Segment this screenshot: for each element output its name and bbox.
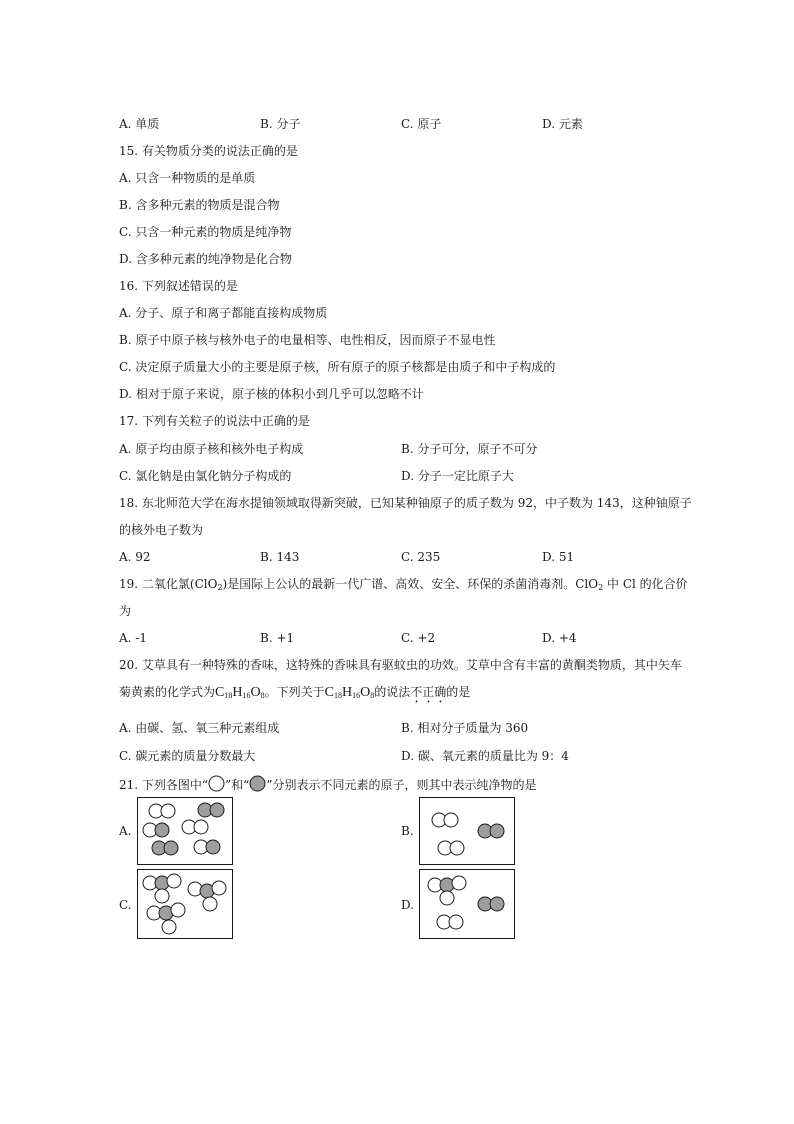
white-atom: [171, 903, 185, 917]
q20-stem-line2: 菊黄素的化学式为$C_{18}H_{16}O_8$。下列关于$C_{18}H_{16}O_8$的说法不正确的是: [119, 685, 471, 700]
grey-atom-icon: [249, 775, 266, 792]
q18-option-b: B. 143: [260, 550, 300, 564]
q19-option-b: B. +1: [260, 631, 295, 645]
q20-stem-line1: 20. 艾草具有一种特殊的香味，这特殊的香味具有驱蚊虫的功效。艾草中含有丰富的黄酮类物质，其中矢车: [119, 658, 682, 672]
panel-d-label: D.: [401, 898, 415, 912]
panel-c-diagram: [137, 869, 233, 939]
white-atom: [194, 820, 208, 834]
panel-a-diagram: [137, 797, 233, 865]
q18-stem-line1: 18. 东北师范大学在海水提铀领域取得新突破，已知某种铀原子的质子数为 92，中子数为 143，这种铀原子: [119, 496, 692, 510]
grey-atom: [164, 841, 178, 855]
q19-stem-line2: 为: [119, 604, 132, 618]
panel-b-diagram: [419, 797, 515, 865]
q18-stem-line2: 的核外电子数为: [119, 523, 204, 537]
q15-option-b: B. 含多种元素的物质是混合物: [119, 198, 280, 212]
q16-option-b: B. 原子中原子核与核外电子的电量相等、电性相反，因而原子不显电性: [119, 333, 496, 347]
q15-stem: 15. 有关物质分类的说法正确的是: [119, 144, 298, 158]
q18-option-a: A. 92: [119, 550, 151, 564]
grey-atom: [490, 897, 504, 911]
q14-option-c: C. 原子: [401, 117, 442, 131]
q21-stem: 21. 下列各图中“ ”和“ ”分别表示不同元素的原子，则其中表示纯净物的是: [119, 775, 536, 793]
q14-option-d: D. 元素: [542, 117, 583, 131]
q20-option-b: B. 相对分子质量为 360: [401, 721, 529, 735]
q18-option-d: D. 51: [542, 550, 575, 564]
q19-stem-line1: 19. 二氧化氯(ClO$_2$)是国际上公认的最新一代广谱、高效、安全、环保的杀菌消毒剂。ClO$_2$ 中 Cl 的化合价: [119, 577, 688, 592]
white-atom: [161, 804, 175, 818]
q15-option-c: C. 只含一种元素的物质是纯净物: [119, 225, 292, 239]
chemical-formula: $C_{18}H_{16}O_8$: [215, 685, 265, 700]
q20-option-d: D. 碳、氧元素的质量比为 9：4: [401, 749, 569, 763]
white-atom: [162, 920, 176, 934]
white-atom: [203, 897, 217, 911]
panel-c-label: C.: [119, 898, 132, 912]
grey-atom: [155, 823, 169, 837]
q16-option-c: C. 决定原子质量大小的主要是原子核，所有原子的原子核都是由质子和中子构成的: [119, 360, 556, 374]
white-atom: [440, 891, 454, 905]
q16-stem: 16. 下列叙述错误的是: [119, 279, 238, 293]
panel-d-diagram: [419, 869, 515, 939]
white-atom: [167, 874, 181, 888]
q20-option-a: A. 由碳、氢、氧三种元素组成: [119, 721, 280, 735]
q18-option-c: C. 235: [401, 550, 441, 564]
white-atom: [449, 915, 463, 929]
panel-b-label: B.: [401, 824, 414, 838]
white-atom: [155, 889, 169, 903]
q19-option-c: C. +2: [401, 631, 436, 645]
q19-option-d: D. +4: [542, 631, 577, 645]
q17-option-a: A. 原子均由原子核和核外电子构成: [119, 442, 304, 456]
chemical-formula-repeat: $C_{18}H_{16}O_8$: [324, 685, 375, 700]
white-atom: [450, 841, 464, 855]
q20-option-c: C. 碳元素的质量分数最大: [119, 749, 256, 763]
q17-option-d: D. 分子一定比原子大: [401, 469, 514, 483]
q14-option-a: A. 单质: [119, 117, 160, 131]
q14-option-b: B. 分子: [260, 117, 301, 131]
white-atom: [452, 876, 466, 890]
q16-option-d: D. 相对于原子来说，原子核的体积小到几乎可以忽略不计: [119, 387, 424, 401]
white-atom: [212, 881, 226, 895]
q19-option-a: A. -1: [119, 631, 147, 645]
grey-atom: [206, 840, 220, 854]
grey-atom: [210, 803, 224, 817]
q16-option-a: A. 分子、原子和离子都能直接构成物质: [119, 306, 328, 320]
q15-option-d: D. 含多种元素的纯净物是化合物: [119, 252, 292, 266]
grey-atom: [490, 824, 504, 838]
emphasis-not-correct: 不正确: [410, 685, 447, 699]
q17-option-c: C. 氯化钠是由氯化钠分子构成的: [119, 469, 292, 483]
q17-stem: 17. 下列有关粒子的说法中正确的是: [119, 414, 310, 428]
white-atom: [444, 813, 458, 827]
white-atom-icon: [208, 775, 225, 792]
panel-a-label: A.: [119, 824, 132, 838]
q15-option-a: A. 只含一种物质的是单质: [119, 171, 256, 185]
q17-option-b: B. 分子可分，原子不可分: [401, 442, 538, 456]
